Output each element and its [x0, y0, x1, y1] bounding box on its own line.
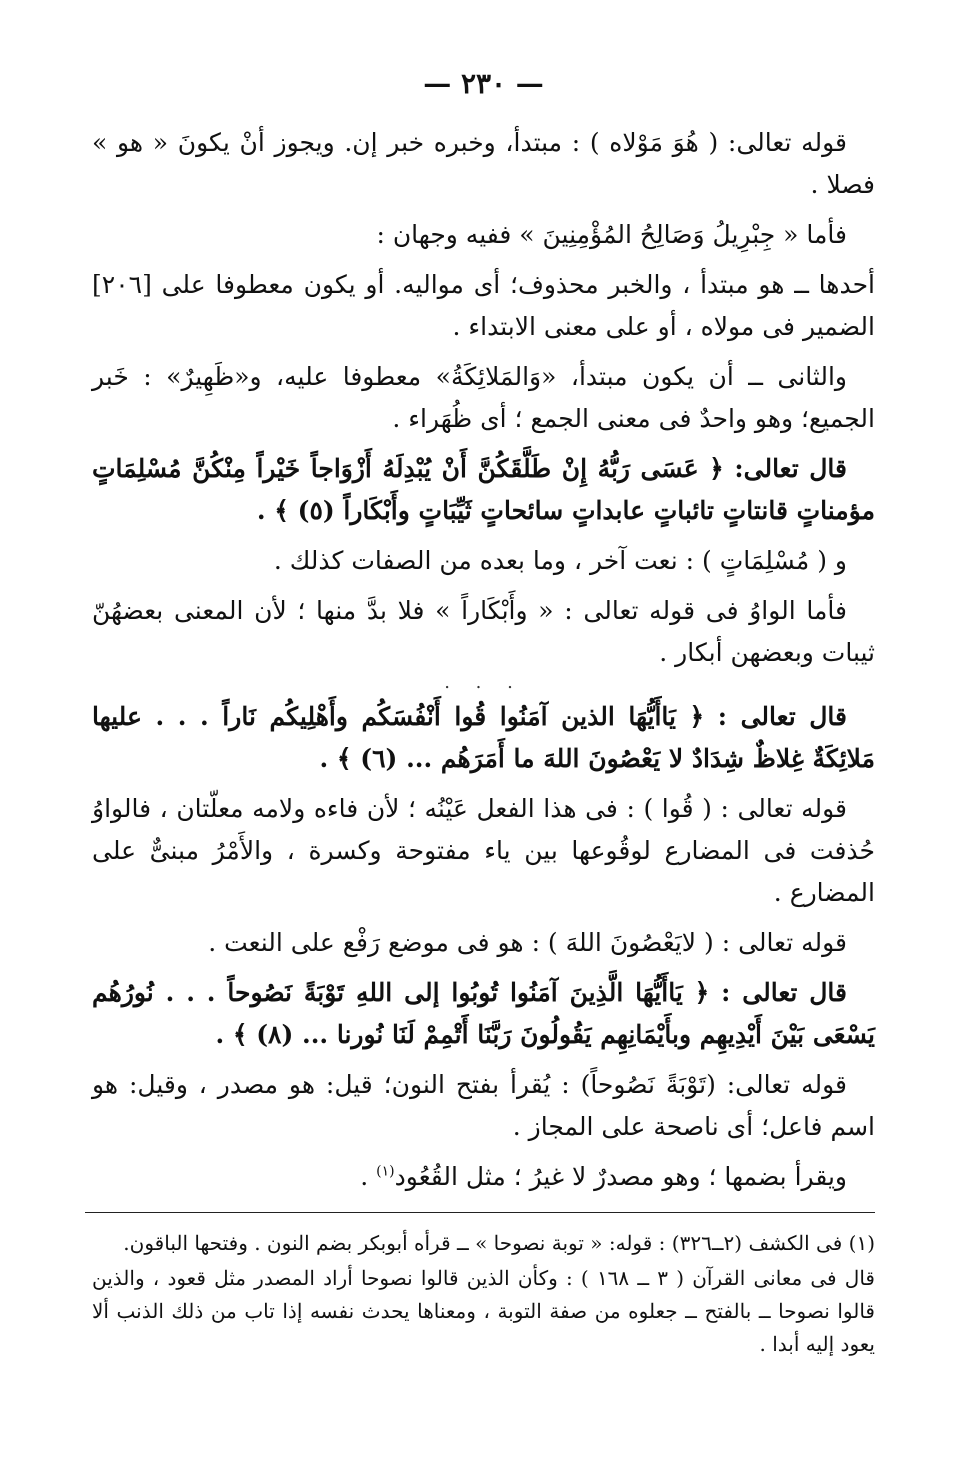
main-text	[92, 122, 875, 1198]
verse-8: قال تعالى : ﴿ يَاأَيُّهَا الَّذِينَ آمَنُوا تُوبُوا إلى اللهِ تَوْبَةً نَصُوحاً . . . نُورُهُم يَسْعَى بَيْنَ أَيْدِيهِم وبأَيْمَانِهِم يَقُولُونَ رَبَّنَا أَتْمِمْ لَنَا نُورنا ... (٨) ﴾ .	[92, 978, 875, 1049]
paragraph-13: ويقرأ بضمها ؛ وهو مصدرٌ لا غيرُ ؛ مثل القُعُود$^{(١)}$ .	[360, 1162, 847, 1191]
verse-5: قال تعالى: ﴿ عَسَى رَبُّهُ إِنْ طَلَّقَكُنَّ أَنْ يُبْدِلَهُ أَزْوَاجاً خَيْراً مِنْكُنَّ مُسْلِمَاتٍ مؤمناتٍ قانتاتٍ تائباتٍ عابداتٍ سائحاتٍ ثَيِّبَاتٍ وأَبْكَاراً (٥) ﴾ .	[92, 454, 875, 525]
paragraph-2: فأما « جِبْرِيلُ وَصَالِحُ المُؤْمِنِينَ » ففيه وجهان :	[376, 220, 847, 249]
paragraph-7: فأما الواوُ فى قوله تعالى : « وأَبْكَاراً » فلا بدَّ منها ؛ لأن المعنى بعضهُنّ ثيبات وبعضهن أبكار .	[92, 596, 875, 667]
page-number: — ٢٣٠ —	[423, 67, 544, 100]
paragraph-12: قوله تعالى: (تَوْبَةً نَصُوحاً) : يُقرأ بفتح النون؛ قيل: هو مصدر ، وقيل: هو اسم فاعل؛ أى ناصحة على المجاز .	[92, 1070, 875, 1141]
paragraph-10: قوله تعالى : ( لايَعْصُونَ اللهَ ) : هو فى موضع رَفْع على النعت .	[208, 928, 847, 957]
footnote-separator	[85, 1212, 875, 1213]
verse-6: قال تعالى : ﴿ يَاأَيُّهَا الذين آمَنُوا قُوا أَنْفُسَكُم وأَهْلِيكُم نَاراً . . . عليها مَلائِكَةٌ غِلاظٌ شِدَادٌ لا يَعْصُونَ اللهَ ما أَمَرَهُم ... (٦) ﴾ .	[92, 702, 875, 773]
paragraph-9: قوله تعالى : ( قُوا ) : فى هذا الفعل عَيْنُه ؛ لأن فاءه ولامه معلّتان ، فالواوُ حُذفت فى المضارع لوقُوعها بين ياء مفتوحة وكسرة ، والأَمْرُ مبنىٌّ على المضارع .	[92, 794, 875, 907]
footnote-1-continued: قال فى معانى القرآن ( ٣ ــ ١٦٨ ) : وكأن الذين قالوا نصوحا أراد المصدر مثل قعود ، والذين قالوا نصوحا ــ بالفتح ــ جعلوه من صفة التوبة ، ومعناها يحدث نفسه إذا تاب من ذلك الذنب ألا يعود إليه أبدا .	[92, 1266, 875, 1356]
ellipsis-dots: . . .	[444, 672, 523, 693]
footnote-marker: (١)	[376, 1163, 395, 1180]
paragraph-4: والثانى ــ أن يكون مبتدأ، «وَالمَلائِكَةُ» معطوفا عليه، و«ظَهِيرٌ» : خَبر الجميع؛ وهو واحدٌ فى معنى الجمع ؛ أى ظُهَراء .	[92, 362, 875, 433]
paragraph-6: و ( مُسْلِمَاتٍ ) : نعت آخر ، وما بعده من الصفات كذلك .	[273, 546, 847, 575]
paragraph-13-text: ويقرأ بضمها ؛ وهو مصدرٌ لا غيرُ ؛ مثل القُعُود	[394, 1162, 847, 1191]
paragraph-1: قوله تعالى: ( هُوَ مَوْلاه ) : مبتدأ، وخبره خبر إن. ويجوز أنْ يكونَ « هو » فصلا .	[92, 128, 875, 199]
footnotes	[92, 1227, 875, 1361]
footnote-1: (١) فى الكشف (٢ــ٣٢٦) : قوله: « توبة نصوحا » ــ قرأه أبوبكر بضم النون . وفتحها الباقون.	[123, 1231, 875, 1255]
paragraph-3: أحدها ــ هو مبتدأ ، والخبر محذوف؛ أى مواليه. أو يكون معطوفا على [٢٠٦] الضمير فى مولاه ، أو على معنى الابتداء .	[92, 270, 875, 341]
